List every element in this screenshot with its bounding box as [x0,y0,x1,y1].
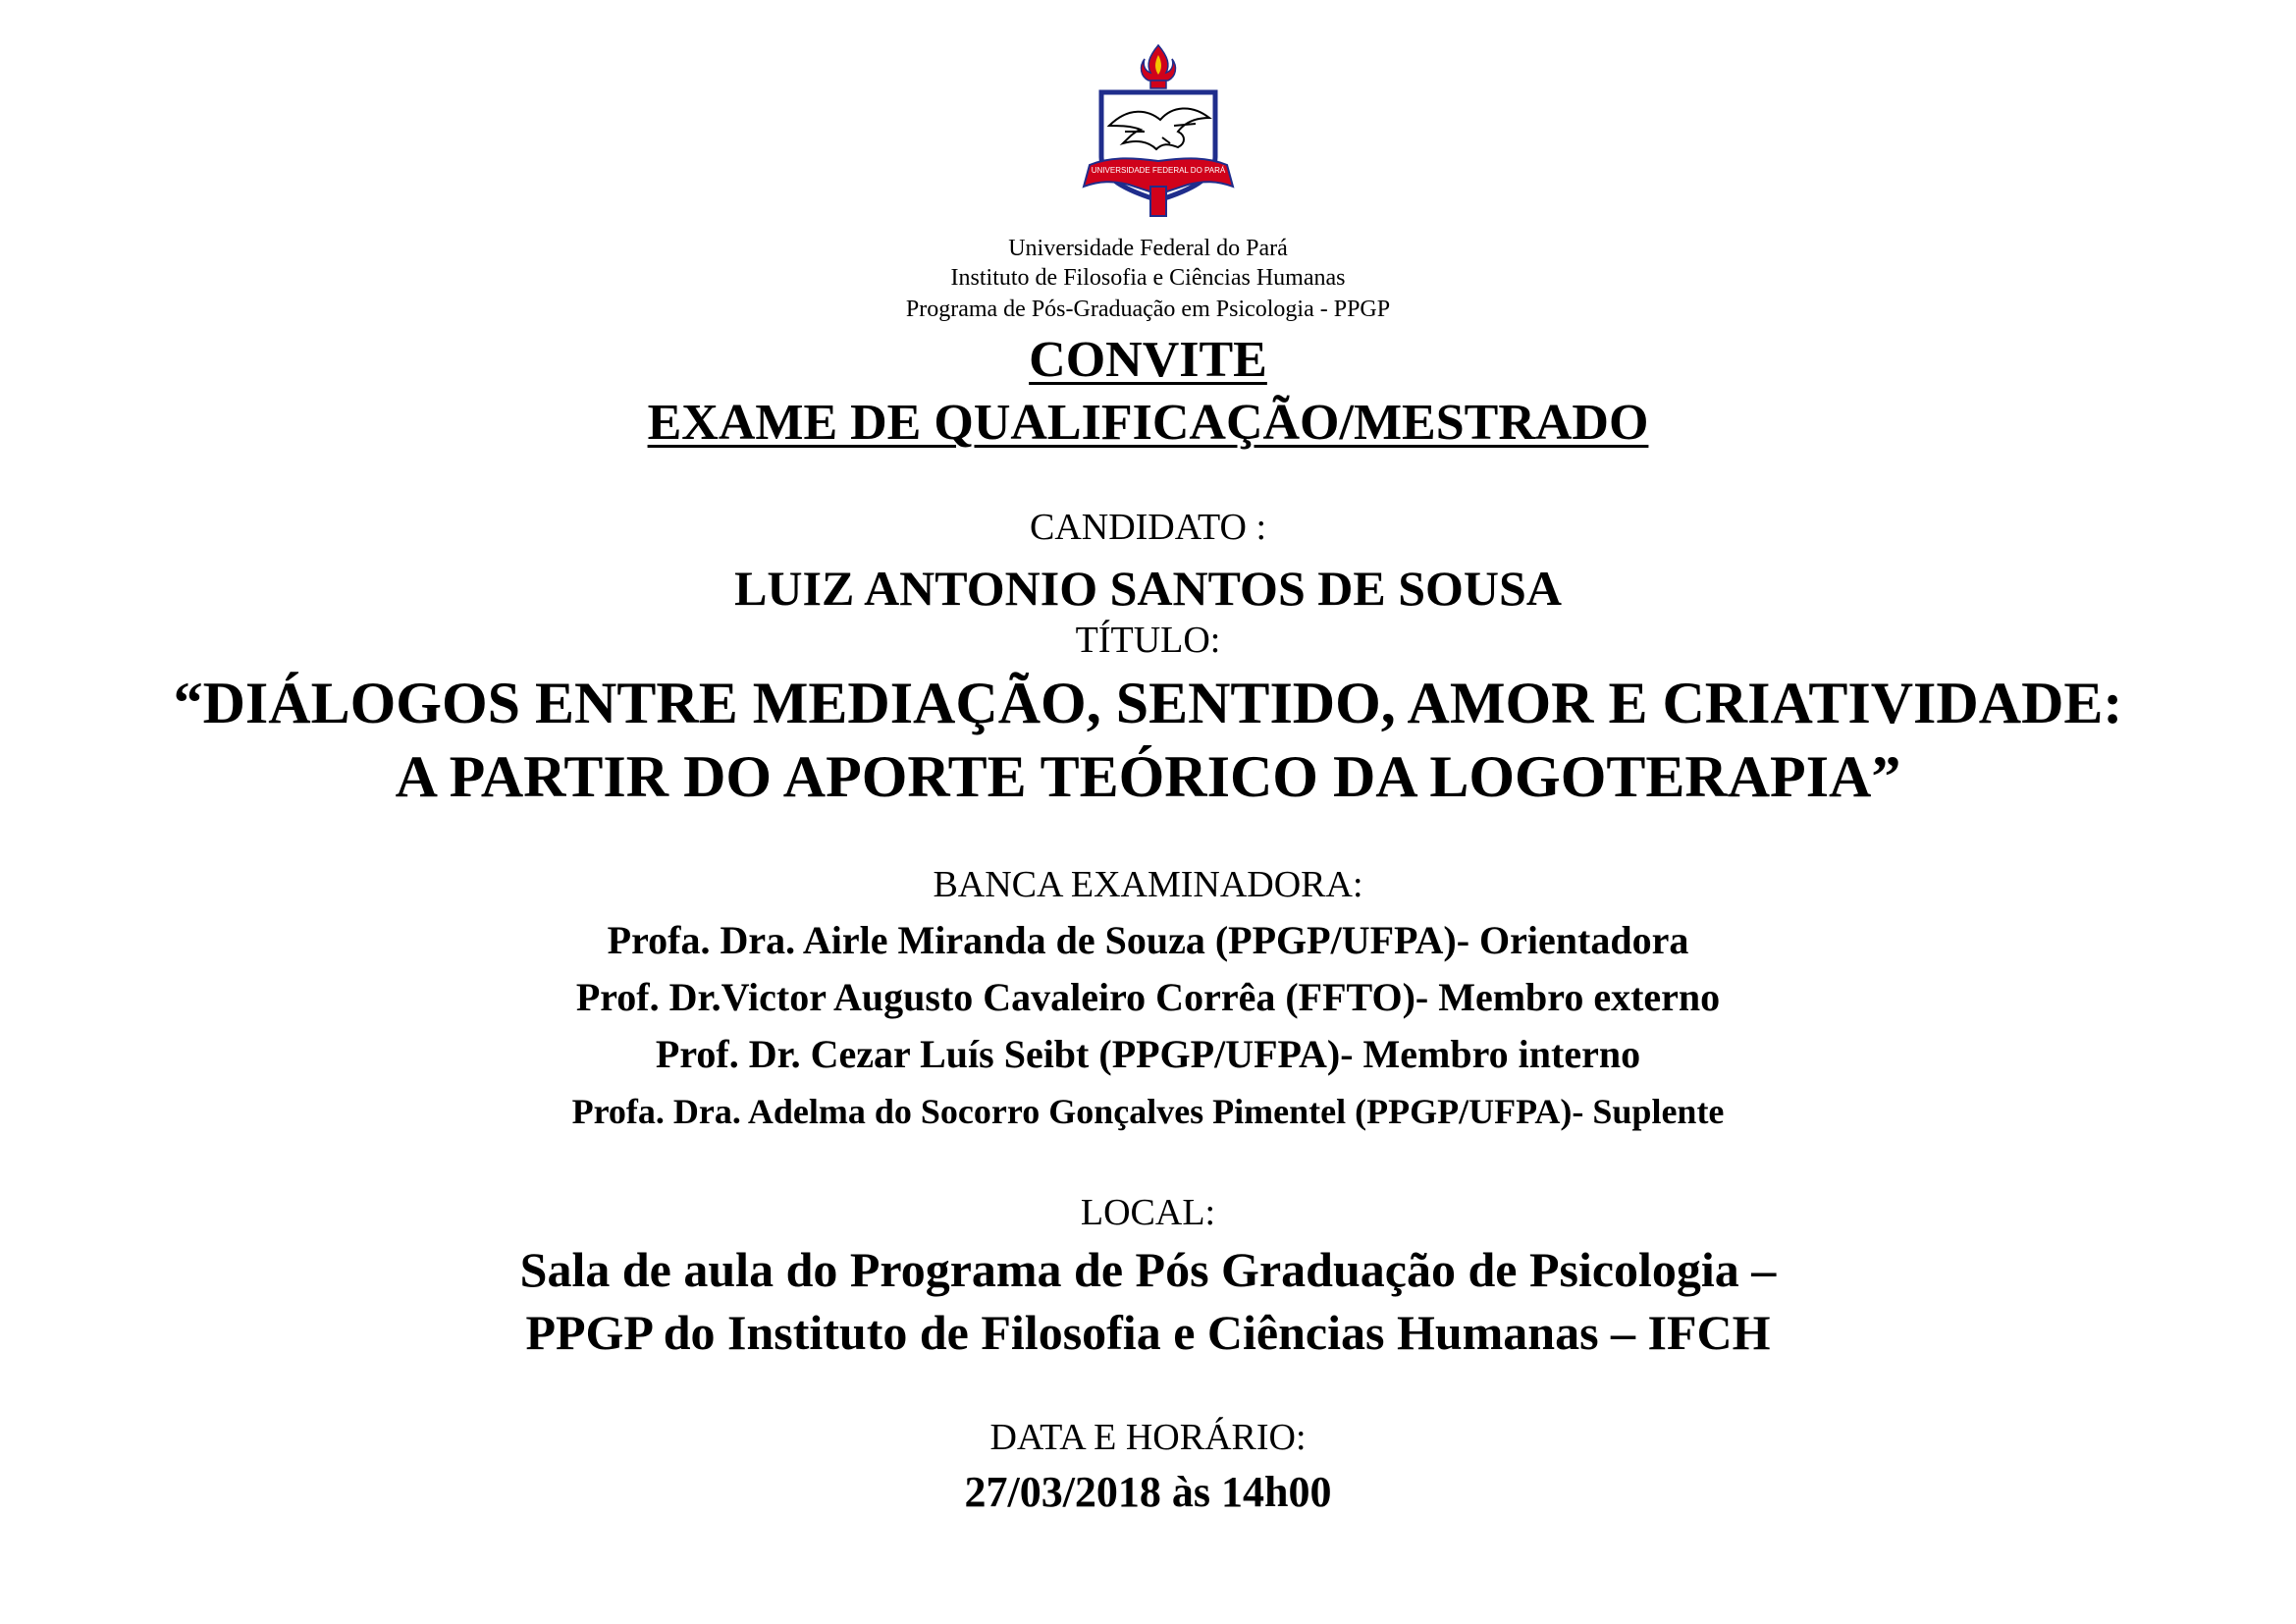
location-label: LOCAL: [1080,1192,1216,1233]
thesis-title-line-2: A PARTIR DO APORTE TEÓRICO DA LOGOTERAPIA” [395,744,1901,809]
committee-member: Prof. Dr. Cezar Luís Seibt (PPGP/UFPA)- Membro interno [655,1032,1641,1076]
exam-type-heading [0,395,2296,451]
location-line-2: PPGP do Instituto de Filosofia e Ciências Humanas – IFCH [525,1305,1771,1360]
committee-label: BANCA EXAMINADORA: [933,864,1363,905]
institute-name: Instituto de Filosofia e Ciências Humanas [950,265,1346,291]
thesis-title-line-1: “DIÁLOGOS ENTRE MEDIAÇÃO, SENTIDO, AMOR E CRIATIVIDADE: [173,671,2123,735]
schedule-value: 27/03/2018 às 14h00 [964,1468,1332,1516]
schedule-label: DATA E HORÁRIO: [989,1417,1307,1458]
candidate-label: CANDIDATO : [1029,507,1267,548]
ufpa-crest-logo [1080,41,1237,218]
thesis-title-label: TÍTULO: [1075,620,1221,661]
committee-member: Profa. Dra. Adelma do Socorro Gonçalves Pimentel (PPGP/UFPA)- Suplente [571,1092,1725,1131]
location-line-1: Sala de aula do Programa de Pós Graduação de Psicologia – [519,1242,1777,1297]
crest-ribbon-text: UNIVERSIDADE FEDERAL DO PARÁ [1091,166,1226,175]
committee-member: Profa. Dra. Airle Miranda de Souza (PPGP/UFPA)- Orientadora [607,918,1689,962]
university-name: Universidade Federal do Pará [1008,236,1288,261]
invite-heading [0,332,2296,388]
exam-type-text: EXAME DE QUALIFICAÇÃO/MESTRADO [647,395,1649,451]
candidate-name: LUIZ ANTONIO SANTOS DE SOUSA [734,561,1562,616]
invite-heading-text: CONVITE [1029,332,1267,388]
committee-member: Prof. Dr.Victor Augusto Cavaleiro Corrêa (FFTO)- Membro externo [575,975,1721,1019]
program-name: Programa de Pós-Graduação em Psicologia - PPGP [905,297,1391,322]
